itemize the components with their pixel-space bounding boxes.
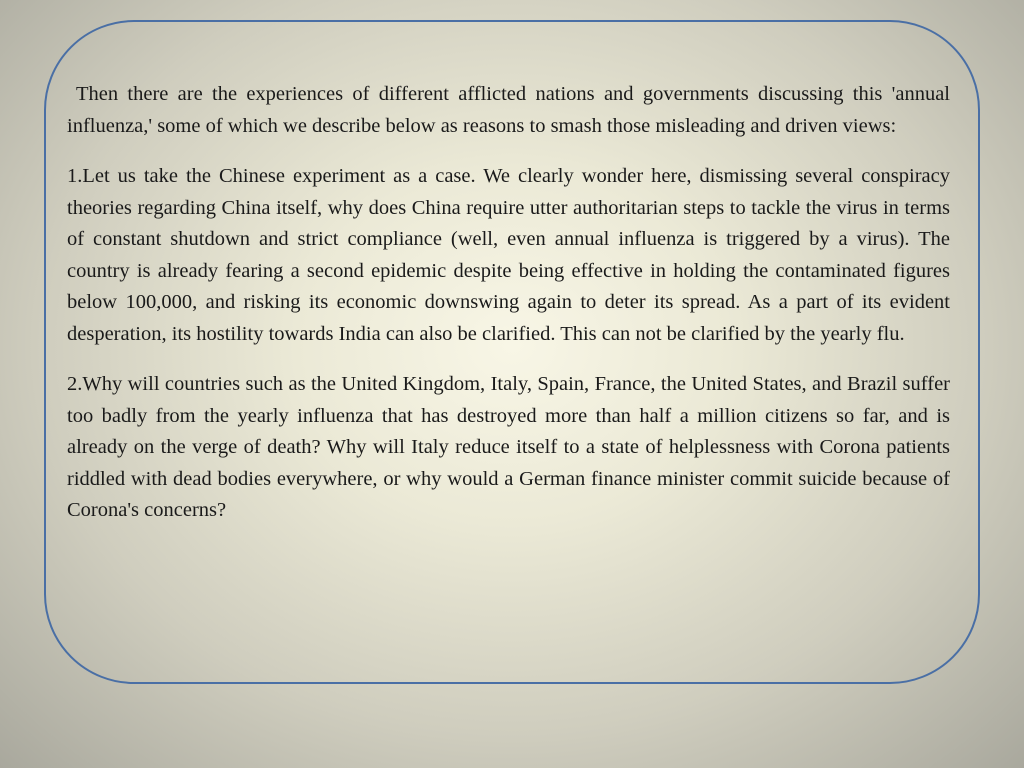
- intro-paragraph: Then there are the experiences of different afflicted nations and governments discussing this 'annual influenza,' some of which we describe below as reasons to smash those misleading and driven views:: [67, 83, 950, 137]
- point-2-paragraph: 2.Why will countries such as the United Kingdom, Italy, Spain, France, the United States, and Brazil suffer too badly from the yearly influenza that has destroyed more than half a million citizens so far, and is already on the verge of death? Why will Italy reduce itself to a state of helplessness with Corona patients riddled with dead bodies everywhere, or why would a German finance minister commit suicide because of Corona's concerns?: [67, 373, 950, 521]
- text-content: [67, 79, 950, 546]
- point-1-paragraph: 1.Let us take the Chinese experiment as a case. We clearly wonder here, dismissing several conspiracy theories regarding China itself, why does China require utter authoritarian steps to tackle the virus in terms of constant shutdown and strict compliance (well, even annual influenza is triggered by a virus). The country is already fearing a second epidemic despite being effective in holding the contaminated figures below 100,000, and risking its economic downswing again to deter its spread. As a part of its evident desperation, its hostility towards India can also be clarified. This can not be clarified by the yearly flu.: [67, 165, 950, 345]
